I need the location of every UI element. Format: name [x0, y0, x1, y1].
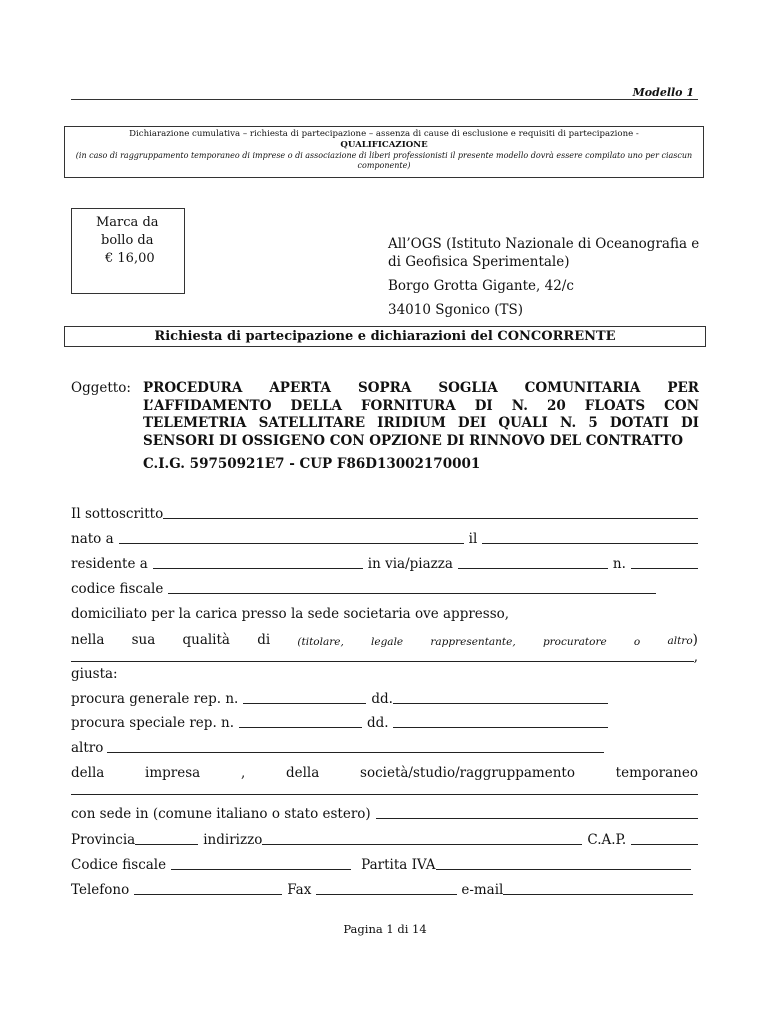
stamp-box	[71, 208, 185, 294]
sottoscritto-field[interactable]	[163, 504, 698, 519]
impresa-word-3: ,	[240, 765, 246, 781]
qualita-close-paren: )	[692, 632, 698, 648]
residente-label: residente a	[71, 556, 148, 572]
qualita-field[interactable]	[71, 647, 694, 662]
qualita-comma: ,	[693, 649, 698, 665]
codice-fiscale-field[interactable]	[168, 579, 656, 594]
number-label: n.	[612, 556, 626, 572]
procura-generale-row	[71, 687, 608, 707]
telefono-field[interactable]	[134, 880, 282, 895]
email-label: e-mail	[461, 882, 504, 898]
sede-label: con sede in (comune italiano o stato estero)	[71, 806, 371, 822]
recipient-line-1: All’OGS (Istituto Nazionale di Oceanografia e	[388, 236, 700, 252]
subject-line-1: PROCEDURA APERTA SOPRA SOGLIA COMUNITARIA PER	[143, 380, 699, 396]
nato-label: nato a	[71, 531, 114, 547]
fax-label: Fax	[287, 882, 312, 898]
procura-speciale-rep-field[interactable]	[239, 713, 362, 728]
provincia-field[interactable]	[135, 830, 198, 845]
subject-text	[143, 380, 699, 450]
cap-field[interactable]	[631, 830, 698, 845]
header-rule	[71, 99, 698, 100]
street-field[interactable]	[458, 554, 608, 569]
qualita-word-3: qualità	[182, 632, 230, 648]
domiciliato-text: domiciliato per la carica presso la sede societaria ove appresso,	[71, 606, 510, 622]
contatti-row	[71, 878, 693, 898]
impresa-field[interactable]	[71, 780, 698, 795]
qualita-option-5: o	[633, 636, 641, 648]
subject-line-2: L’AFFIDAMENTO DELLA FORNITURA DI N. 20 FLOATS CON	[143, 397, 699, 414]
street-number-field[interactable]	[631, 554, 698, 569]
fax-field[interactable]	[316, 880, 457, 895]
subject-line-3: TELEMETRIA SATELLITARE IRIDIUM DEI QUALI N. 5 DOTATI DI	[143, 415, 699, 431]
giusta-row	[71, 662, 698, 682]
nato-row	[71, 527, 698, 547]
declaration-subtitle: QUALIFICAZIONE	[340, 140, 428, 150]
altro-row	[71, 736, 604, 756]
qualita-word-1: nella	[71, 632, 105, 648]
procura-generale-date-field[interactable]	[393, 689, 608, 704]
fiscale-iva-row	[71, 853, 691, 873]
dd1-label: dd.	[371, 691, 393, 707]
via-label: in via/piazza	[367, 556, 453, 572]
provincia-row	[71, 828, 698, 848]
altro-label: altro	[71, 740, 104, 756]
partita-iva-field[interactable]	[436, 855, 691, 870]
qualita-option-6: altro	[667, 635, 693, 647]
provincia-label: Provincia	[71, 832, 136, 848]
stamp-line-3: € 16,00	[105, 251, 155, 266]
procura-generale-rep-field[interactable]	[243, 689, 366, 704]
procura-speciale-date-field[interactable]	[393, 713, 608, 728]
altro-field[interactable]	[107, 738, 604, 753]
procura-generale-label: procura generale rep. n.	[71, 691, 239, 707]
birthdate-field[interactable]	[482, 529, 698, 544]
sottoscritto-row	[71, 502, 698, 522]
impresa-word-1: della	[71, 765, 105, 781]
domiciliato-row	[71, 602, 698, 622]
declaration-box	[64, 126, 704, 178]
section-title: Richiesta di partecipazione e dichiarazioni del CONCORRENTE	[64, 326, 706, 347]
cig-cup-code: C.I.G. 59750921E7 - CUP F86D13002170001	[143, 456, 481, 472]
partita-iva-label: Partita IVA	[361, 857, 436, 873]
recipient-city: 34010 Sgonico (TS)	[388, 302, 524, 318]
codice-fiscale2-label: Codice fiscale	[71, 857, 167, 873]
birthplace-field[interactable]	[119, 529, 464, 544]
codice-fiscale2-field[interactable]	[171, 855, 351, 870]
declaration-note: (in caso di raggruppamento temporaneo di imprese o di associazione di liberi professionisti il presente modello dovrà essere compilato uno per ciascun componente)	[75, 151, 693, 170]
telefono-label: Telefono	[71, 882, 130, 898]
qualita-option-4: procuratore	[542, 636, 607, 648]
residence-field[interactable]	[153, 554, 363, 569]
subject-line-4: SENSORI DI OSSIGENO CON OPZIONE DI RINNOVO DEL CONTRATTO	[143, 432, 684, 449]
recipient-street: Borgo Grotta Gigante, 42/c	[388, 278, 574, 294]
qualita-option-2: legale	[371, 636, 404, 648]
qualita-word-2: sua	[131, 632, 156, 648]
residente-row	[71, 552, 698, 572]
codice-fiscale-row	[71, 577, 656, 597]
impresa-word-4: della	[285, 765, 320, 781]
sede-row	[71, 802, 698, 822]
procura-speciale-row	[71, 711, 608, 731]
stamp-line-2: bollo da	[101, 233, 154, 248]
stamp-line-1: Marca da	[96, 215, 159, 230]
impresa-word-6: temporaneo	[615, 765, 698, 781]
qualita-option-3: rappresentante,	[430, 636, 516, 648]
procura-speciale-label: procura speciale rep. n.	[71, 715, 235, 731]
declaration-title: Dichiarazione cumulativa – richiesta di partecipazione – assenza di cause di esclusione e requisiti di partecipazione -	[129, 129, 639, 139]
subject-label: Oggetto:	[71, 380, 131, 396]
sottoscritto-label: Il sottoscritto	[71, 506, 164, 522]
qualita-option-1: (titolare,	[297, 636, 344, 648]
impresa-field-row	[71, 778, 698, 798]
sede-field[interactable]	[376, 804, 698, 819]
recipient-line-2: di Geofisica Sperimentale)	[388, 254, 570, 270]
indirizzo-label: indirizzo	[203, 832, 263, 848]
model-number: Modello 1	[632, 86, 694, 99]
il-label: il	[468, 531, 478, 547]
cap-label: C.A.P.	[587, 832, 627, 848]
page-number: Pagina 1 di 14	[343, 922, 427, 936]
dd2-label: dd.	[367, 715, 389, 731]
indirizzo-field[interactable]	[262, 830, 582, 845]
qualita-word-4: di	[257, 632, 271, 648]
codice-fiscale-label: codice fiscale	[71, 581, 164, 597]
giusta-label: giusta:	[71, 666, 118, 682]
impresa-word-2: impresa	[145, 765, 201, 781]
email-field[interactable]	[503, 880, 693, 895]
impresa-word-5: società/studio/raggruppamento	[360, 765, 575, 781]
